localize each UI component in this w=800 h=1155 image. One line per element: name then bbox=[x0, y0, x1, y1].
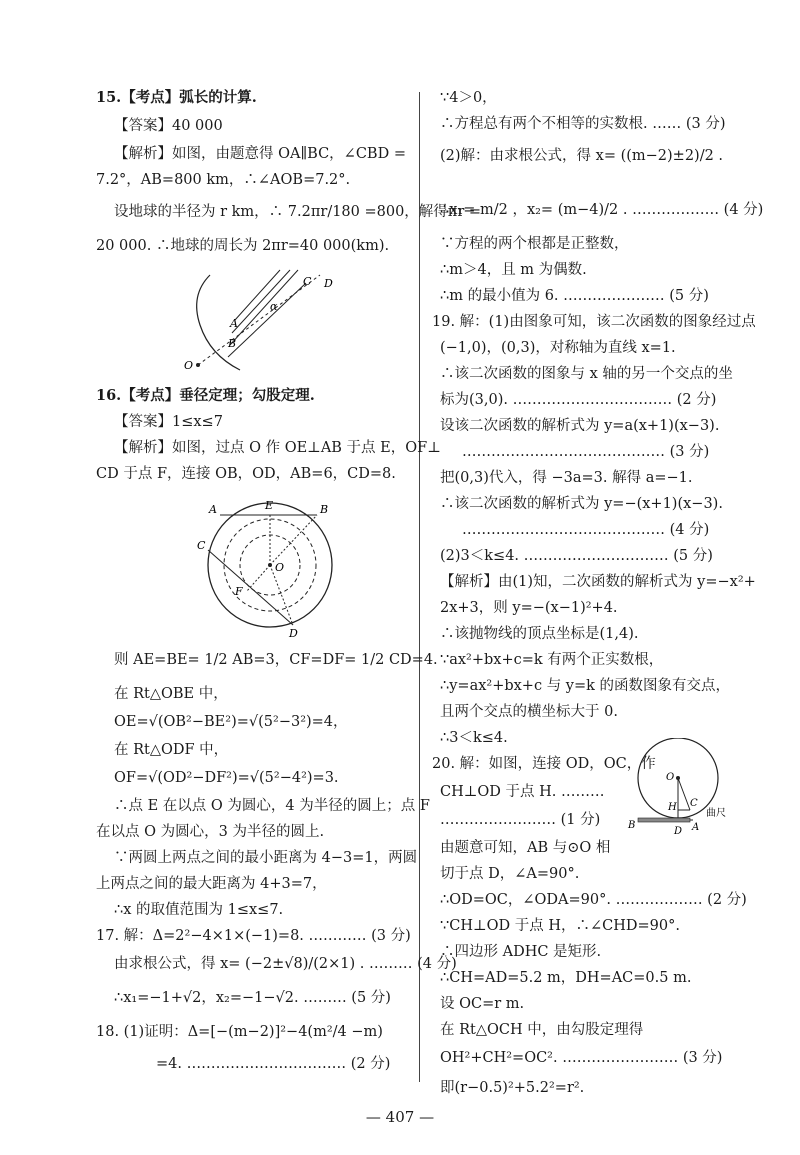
text-line: 设 OC=r m. bbox=[440, 996, 525, 1012]
text-line: (2)解：由求根公式，得 x= ((m−2)±2)/2 . bbox=[440, 148, 724, 164]
text-line: ∵CH⊥OD 于点 H，∴∠CHD=90°. bbox=[440, 918, 680, 934]
text-line: 在 Rt△OCH 中，由勾股定理得 bbox=[440, 1022, 644, 1038]
text-line: …………………………………… (3 分) bbox=[462, 444, 710, 460]
text-line: 19. 解：(1)由图象可知，该二次函数的图象经过点 bbox=[432, 314, 756, 330]
fig16-label: B bbox=[320, 503, 329, 516]
fig20-label: H bbox=[668, 802, 677, 813]
text-line: OF=√(OD²−DF²)=√(5²−4²)=3. bbox=[114, 770, 339, 786]
fig15-label: C bbox=[303, 275, 312, 288]
text-line: ∴该抛物线的顶点坐标是(1,4). bbox=[440, 626, 639, 642]
text-line: …………………… (1 分) bbox=[440, 812, 601, 828]
fig20-label: 曲尺 bbox=[706, 808, 726, 819]
text-line: OH²+CH²=OC². …………………… (3 分) bbox=[440, 1050, 723, 1066]
text-line: ∴m 的最小值为 6. ………………… (5 分) bbox=[440, 288, 709, 304]
text-line: (−1,0)，(0,3)，对称轴为直线 x=1. bbox=[440, 340, 676, 356]
text-line: 【解析】由(1)知，二次函数的解析式为 y=−x²+ bbox=[440, 574, 756, 590]
text-line: 设地球的半径为 r km，∴ 7.2πr/180 =800，解得πr = bbox=[114, 204, 482, 220]
text-line: =4. …………………………… (2 分) bbox=[156, 1056, 391, 1072]
fig16-label: E bbox=[265, 499, 274, 512]
text-line: 16.【考点】垂径定理；勾股定理. bbox=[96, 387, 315, 404]
text-line: 且两个交点的横坐标大于 0. bbox=[440, 704, 618, 720]
text-line: ∴x₁=−1+√2，x₂=−1−√2. ……… (5 分) bbox=[114, 990, 391, 1006]
text-line: OE=√(OB²−BE²)=√(5²−3²)=4， bbox=[114, 714, 348, 730]
fig15-label: B bbox=[228, 337, 237, 350]
fig15-label: O bbox=[184, 359, 194, 372]
text-line: ∴点 E 在以点 O 为圆心，4 为半径的圆上；点 F bbox=[114, 798, 430, 814]
text-line: CH⊥OD 于点 H. ……… bbox=[440, 784, 605, 800]
page-number: — 407 — bbox=[366, 1108, 434, 1126]
column-divider bbox=[419, 92, 420, 1082]
text-line: ∴OD=OC，∠ODA=90°. ……………… (2 分) bbox=[440, 892, 747, 908]
fig16-label: F bbox=[235, 585, 243, 598]
text-line: 【解析】如图，过点 O 作 OE⊥AB 于点 E，OF⊥ bbox=[114, 440, 441, 456]
fig16-label: C bbox=[197, 539, 206, 552]
text-line: ∴方程总有两个不相等的实数根. …… (3 分) bbox=[440, 116, 726, 132]
fig15-label: D bbox=[324, 277, 333, 290]
text-line: 20. 解：如图，连接 OD，OC，作 bbox=[432, 756, 656, 772]
text-line: 在 Rt△ODF 中， bbox=[114, 742, 229, 758]
page-footer bbox=[0, 1108, 800, 1126]
text-line: 在 Rt△OBE 中， bbox=[114, 686, 228, 702]
text-line: ∴该二次函数的解析式为 y=−(x+1)(x−3). bbox=[440, 496, 723, 512]
text-line: ∴3＜k≤4. bbox=[440, 730, 508, 746]
fig16-label: A bbox=[209, 503, 217, 516]
fig16-label: D bbox=[289, 627, 298, 640]
text-line: ∴x₁= m/2 ，x₂= (m−4)/2 . ……………… (4 分) bbox=[440, 202, 764, 218]
text-line: 【答案】1≤x≤7 bbox=[114, 414, 223, 430]
fig20-label: D bbox=[674, 826, 683, 837]
text-line: 18. (1)证明：Δ=[−(m−2)]²−4(m²/4 −m) bbox=[96, 1024, 383, 1040]
text-line: 切于点 D，∠A=90°. bbox=[440, 866, 580, 882]
text-line: ∴y=ax²+bx+c 与 y=k 的函数图象有交点， bbox=[440, 678, 731, 694]
text-line: ∵两圆上两点之间的最小距离为 4−3=1，两圆 bbox=[114, 850, 418, 866]
text-line: ∵方程的两个根都是正整数， bbox=[440, 236, 629, 252]
text-line: 标为(3,0). …………………………… (2 分) bbox=[440, 392, 717, 408]
text-line: 【解析】如图，由题意得 OA∥BC，∠CBD = bbox=[114, 146, 406, 162]
figure-15-arc-diagram bbox=[170, 265, 350, 375]
text-line: 2x+3，则 y=−(x−1)²+4. bbox=[440, 600, 618, 616]
fig20-label: B bbox=[628, 820, 636, 831]
text-line: ∴x 的取值范围为 1≤x≤7. bbox=[114, 902, 284, 918]
text-line: 设该二次函数的解析式为 y=a(x+1)(x−3). bbox=[440, 418, 720, 434]
figure-20-ruler-diagram bbox=[618, 738, 748, 838]
text-line: 在以点 O 为圆心，3 为半径的圆上. bbox=[96, 824, 325, 840]
text-line: 由题意可知，AB 与⊙O 相 bbox=[440, 840, 611, 856]
fig20-label: C bbox=[690, 798, 698, 809]
text-line: 由求根公式，得 x= (−2±√8)/(2×1) . ……… (4 分) bbox=[114, 956, 457, 972]
text-line: 则 AE=BE= 1/2 AB=3，CF=DF= 1/2 CD=4. bbox=[114, 652, 438, 668]
text-line: 【答案】40 000 bbox=[114, 118, 223, 134]
text-line: …………………………………… (4 分) bbox=[462, 522, 710, 538]
fig20-label: O bbox=[666, 772, 675, 783]
text-line: 20 000. ∴地球的周长为 2πr=40 000(km). bbox=[96, 238, 390, 254]
text-line: ∴m＞4，且 m 为偶数. bbox=[440, 262, 587, 278]
fig20-label: A bbox=[692, 822, 700, 833]
text-line: 17. 解：Δ=2²−4×1×(−1)=8. ………… (3 分) bbox=[96, 928, 411, 944]
text-line: ∵ax²+bx+c=k 有两个正实数根， bbox=[440, 652, 664, 668]
text-line: ∴CH=AD=5.2 m，DH=AC=0.5 m. bbox=[440, 970, 692, 986]
text-line: 15.【考点】弧长的计算. bbox=[96, 89, 257, 106]
text-line: (2)3＜k≤4. ………………………… (5 分) bbox=[440, 548, 713, 564]
text-line: 即(r−0.5)²+5.2²=r². bbox=[440, 1080, 585, 1096]
fig15-label: A bbox=[230, 317, 238, 330]
text-line: ∴四边形 ADHC 是矩形. bbox=[440, 944, 602, 960]
text-line: ∵4＞0， bbox=[440, 90, 497, 106]
text-line: 把(0,3)代入，得 −3a=3. 解得 a=−1. bbox=[440, 470, 693, 486]
text-line: 7.2°，AB=800 km，∴∠AOB=7.2°. bbox=[96, 172, 351, 188]
text-line: CD 于点 F，连接 OB，OD，AB=6，CD=8. bbox=[96, 466, 396, 482]
fig15-label: α bbox=[270, 300, 278, 313]
figure-16-circles-diagram bbox=[195, 495, 345, 640]
text-line: 上两点之间的最大距离为 4+3=7， bbox=[96, 876, 327, 892]
fig16-label: O bbox=[275, 561, 285, 574]
text-line: ∴该二次函数的图象与 x 轴的另一个交点的坐 bbox=[440, 366, 733, 382]
